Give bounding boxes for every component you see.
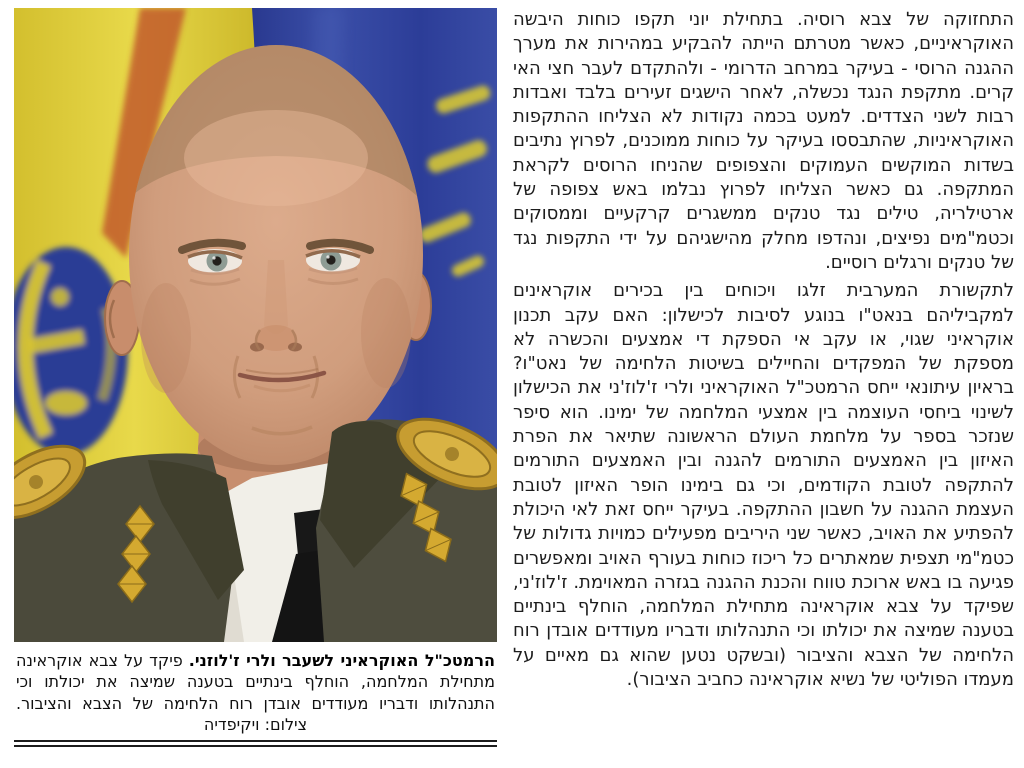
portrait-photo-illustration [14,8,497,642]
article-text-column [513,8,1014,760]
article-paragraph-2: לתקשורת המערבית זלגו ויכוחים בין בכירים אוקראינים למקביליהם בנאט"ו בנוגע לסיבות לכישלון: האם עקב תכנון אוקראיני שגוי, או עקב אי הספקת די אמצעים והכשרה לא מספקת של המפקדים והחיילים בשיטות הלחימה של נאט"ו? בראיון עיתונאי ייחס הרמטכ"ל האוקראיני ולרי ז'לוז'ני את הכישלון לשינוי ביחסי העוצמה בין אמצעי המלחמה של ימינו. הוא סיפר שנזכר בספר על מלחמת העולם הראשונה שתיאר את הפרת האיזון בין האמצעים התורמים להגנה ובין האמצעים התורמים להתקפה לטובת הקודמים, וכי גם בימינו הופר האיזון לטובת העצמת ההגנה על חשבון ההתקפה. בעיקר ייחס זאת לאי היכולת להפתיע את האויב, כאשר שני היריבים מפעילים כמויות גדולות של כטמ"מי תצפית שמאתרים כל ריכוז כוחות בעורף האויב ומאפשרים פגיעה בו באש ארוכת טווח והכנת ההגנה בגזרה המאוימת. ז'לוז'ני, שפיקד על צבא אוקראינה מתחילת המלחמה, הוחלף בינתיים בטענה שמיצה את יכולתו וכי התנהלותו ודבריו מעודדים אובדן רוח הלחימה של הצבא והציבור (ובשקט נטען שהוא גם מאיים על מעמדו הפוליטי של נשיא אוקראינה כחביב הציבור). [513,280,1014,691]
photo-column [14,8,497,747]
article-paragraph-1: התחזוקה של צבא רוסיה. בתחילת יוני תקפו כוחות היבשה האוקראיניים, כאשר מטרתם הייתה להבקיע במהירות את מערך ההגנה הרוסי - בעיקר במרחב הדרומי - ולהתקדם לעבר חצי האי קרים. מתקפת הנגד נכשלה, לאחר הישגים זעירים בלבד ואבדות רבות לשני הצדדים. למעט בכמה נקודות לא הצליחו ההתקפות האוקראיניות, שהתבססו בעיקר על כוחות ממוכנים, לפרוץ נתיבים בשדות המוקשים העמוקים והצפופים שהניחו הרוסים לקראת המתקפה. גם כאשר הצליחו לפרוץ נבלמו באש צפופה של ארטילריה, טילים נגד טנקים ממשגרים קרקעיים וממסוקים וכטמ"מים נפיצים, ונהדפו מחלק מהישגיהם על ידי התקפות נגד של טנקים ורגלים רוסיים. [513,9,1014,273]
caption-lead: הרמטכ"ל האוקראיני לשעבר ולרי ז'לוזני. [188,651,495,670]
photo-caption [16,650,495,736]
caption-body: פיקד על צבא אוקראינה מתחילת המלחמה, הוחלף בינתיים בטענה שמיצה את יכולתו וכי התנהלותו ודבריו מעודדים אובדן רוח הלחימה של הצבא והציבור. צילום: ויקיפדיה [16,651,495,735]
right-cheek-shading [361,278,411,388]
forehead-highlight [184,110,368,206]
left-cheek-shading [141,283,191,393]
caption-divider [14,740,497,747]
portrait-photo [14,8,497,642]
